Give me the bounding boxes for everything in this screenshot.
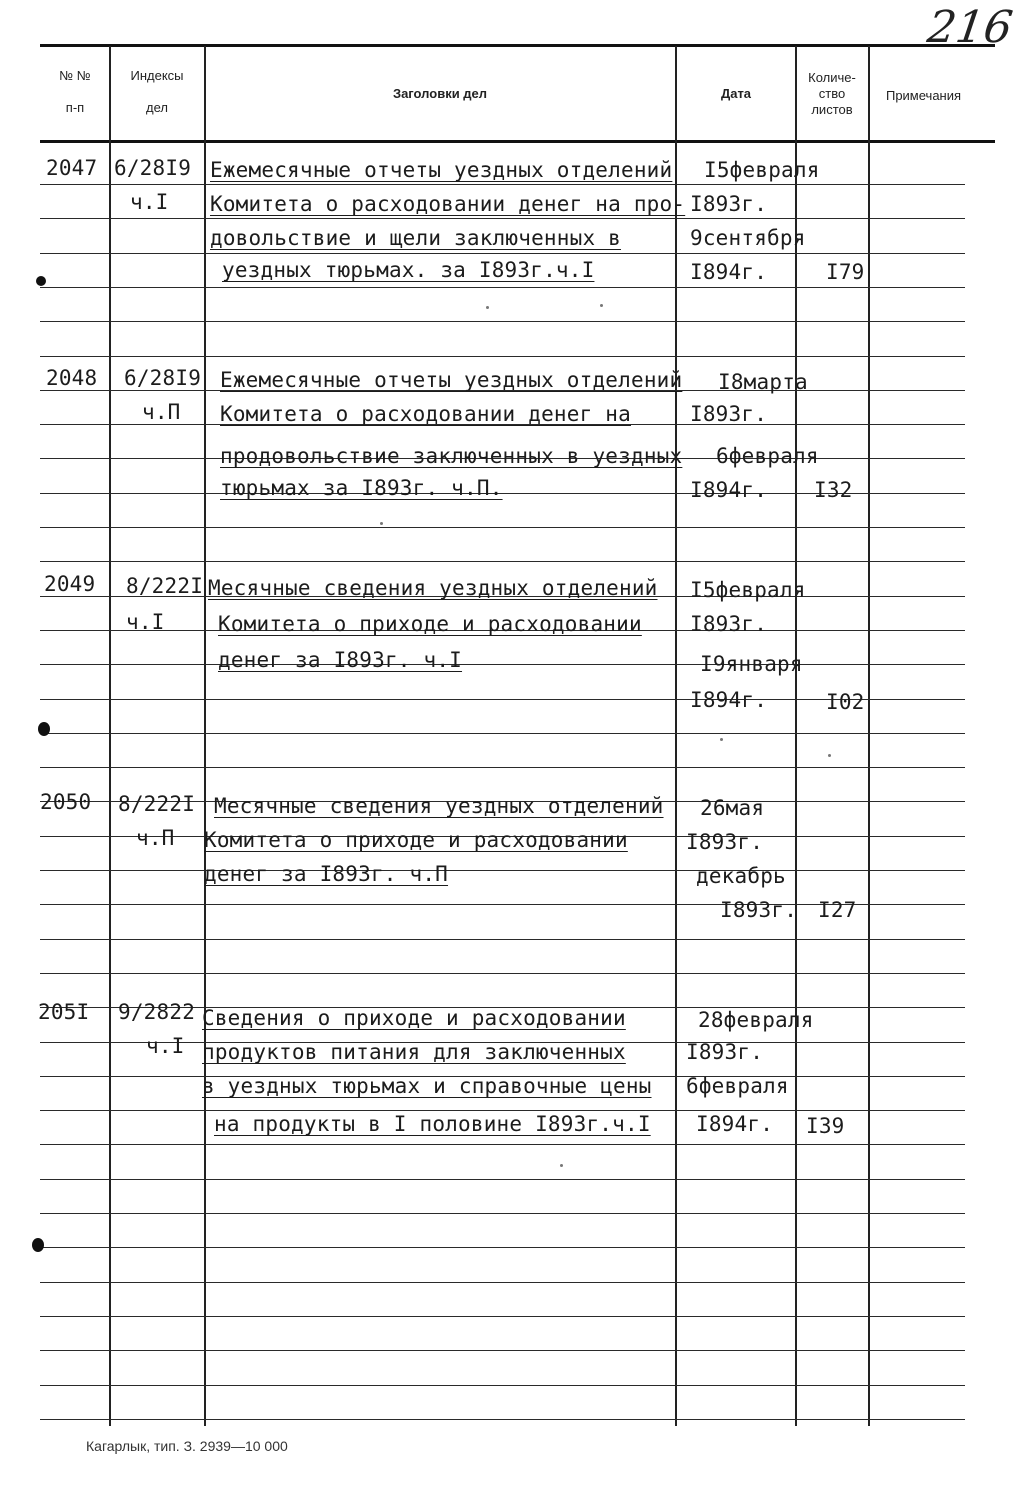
paper-speck (720, 738, 723, 741)
page-number: 216 (924, 2, 1016, 53)
entry-title-line: Месячные сведения уездных отделений (214, 794, 664, 818)
entry-date-line: 28февраля (698, 1008, 814, 1032)
entry-sheets: I27 (818, 898, 857, 922)
entry-title-line: продуктов питания для заключенных (202, 1040, 626, 1064)
header-top-rule (40, 44, 995, 47)
entry-date-line: I894г. (690, 260, 768, 284)
entry-index-part: ч.I (126, 610, 165, 634)
ruled-line (40, 1282, 965, 1283)
entry-date-line: I9января (700, 652, 803, 676)
header-bottom-rule (40, 140, 995, 143)
paper-speck (560, 1164, 563, 1167)
entry-index-part: ч.П (142, 400, 181, 424)
ruled-line (40, 767, 965, 768)
ruled-line (40, 1179, 965, 1180)
entry-title-line: в уездных тюрьмах и справочные цены (202, 1074, 652, 1098)
entry-date-line: I894г. (690, 688, 768, 712)
entry-date-line: I8марта (718, 370, 808, 394)
paper-speck (600, 304, 603, 307)
header-no-sub: п-п (65, 100, 85, 115)
entry-index: 9/2822 (118, 1000, 196, 1024)
entry-date-line: I893г. (686, 830, 764, 854)
ruled-line (40, 1316, 965, 1317)
entry-date-line: 26мая (700, 796, 765, 820)
entry-title-line: уездных тюрьмах. за I893г.ч.I (222, 258, 595, 282)
entry-title-line: Комитета о расходовании денег на про- (210, 192, 686, 216)
header-notes: Примечания (885, 88, 962, 103)
entry-date-line: I893г. (690, 192, 768, 216)
entry-date-line: I894г. (696, 1112, 774, 1136)
entry-date-line: 9сентября (690, 226, 806, 250)
entry-index-part: ч.П (136, 826, 175, 850)
header-index: Индексы (130, 68, 184, 83)
ruled-line (40, 733, 965, 734)
entry-sheets: I02 (826, 690, 865, 714)
entry-title-line: довольствие и щели заключенных в (210, 226, 621, 250)
entry-date-line: I893г. (690, 402, 768, 426)
header-no: № № (59, 68, 91, 83)
entry-number: 2048 (46, 366, 98, 390)
entry-index-part: ч.I (146, 1034, 185, 1058)
ruled-line (40, 870, 965, 871)
entry-number: 2050 (40, 790, 92, 814)
entry-date-line: I894г. (690, 478, 768, 502)
entry-index: 6/28I9 (114, 156, 192, 180)
entry-number: 2047 (46, 156, 98, 180)
entry-date-line: I893г. (686, 1040, 764, 1064)
ruled-line (40, 218, 965, 219)
header-index-sub: дел (146, 100, 168, 115)
entry-date-line: I5февраля (704, 158, 820, 182)
ink-blot (38, 722, 50, 736)
entry-date-line: 6февраля (686, 1074, 789, 1098)
ruled-line (40, 287, 965, 288)
entry-sheets: I79 (826, 260, 865, 284)
ruled-line (40, 939, 965, 940)
ruled-line (40, 1350, 965, 1351)
entry-index: 8/222I (118, 792, 196, 816)
entry-title-line: денег за I893г. ч.I (218, 648, 463, 672)
ruled-line (40, 1247, 965, 1248)
ruled-line (40, 527, 965, 528)
ink-blot (36, 276, 46, 286)
entry-date-line: 6февраля (716, 444, 819, 468)
paper-speck (828, 754, 831, 757)
entry-title-line: Месячные сведения уездных отделений (208, 576, 658, 600)
ink-blot (32, 1238, 44, 1252)
ruled-line (40, 321, 965, 322)
header-titles: Заголовки дел (392, 86, 488, 101)
header-sheets-3: листов (811, 102, 853, 117)
entry-number: 2049 (44, 572, 96, 596)
header-sheets-1: Количе- (808, 70, 856, 85)
entry-title-line: Ежемесячные отчеты уездных отделений (210, 158, 673, 182)
entry-number: 205I (38, 1000, 90, 1024)
ruled-line (40, 253, 965, 254)
ruled-line (40, 1419, 965, 1420)
entry-title-line: продовольствие заключенных в уездных (220, 444, 683, 468)
entry-title-line: на продукты в I половине I893г.ч.I (214, 1112, 651, 1136)
ruled-line (40, 664, 965, 665)
header-date: Дата (720, 86, 752, 101)
ruled-line (40, 1213, 965, 1214)
entry-index: 8/222I (126, 574, 204, 598)
ruled-line (40, 1385, 965, 1386)
entry-title-line: Сведения о приходе и расходовании (202, 1006, 626, 1030)
entry-title-line: Комитета о расходовании денег на (220, 402, 631, 426)
paper-speck (486, 306, 489, 309)
ruled-line (40, 1144, 965, 1145)
entry-sheets: I32 (814, 478, 853, 502)
ruled-line (40, 356, 965, 357)
entry-date-line: I893г. (690, 612, 768, 636)
header-sheets-2: ство (818, 86, 846, 101)
ruled-line (40, 561, 965, 562)
entry-title-line: Ежемесячные отчеты уездных отделений (220, 368, 683, 392)
entry-date-line: I5февраля (690, 578, 806, 602)
printer-imprint: Кагарлык, тип. З. 2939—10 000 (86, 1438, 288, 1454)
entry-index: 6/28I9 (124, 366, 202, 390)
ruled-line (40, 1110, 965, 1111)
entry-date-line: I893г. (720, 898, 798, 922)
ruled-line (40, 184, 965, 185)
entry-index-part: ч.I (130, 190, 169, 214)
paper-speck (380, 522, 383, 525)
entry-title-line: Комитета о приходе и расходовании (204, 828, 628, 852)
entry-title-line: денег за I893г. ч.П (204, 862, 449, 886)
entry-title-line: тюрьмах за I893г. ч.П. (220, 476, 503, 500)
entry-title-line: Комитета о приходе и расходовании (218, 612, 642, 636)
entry-sheets: I39 (806, 1114, 845, 1138)
entry-date-line: декабрь (696, 864, 786, 888)
ruled-line (40, 973, 965, 974)
